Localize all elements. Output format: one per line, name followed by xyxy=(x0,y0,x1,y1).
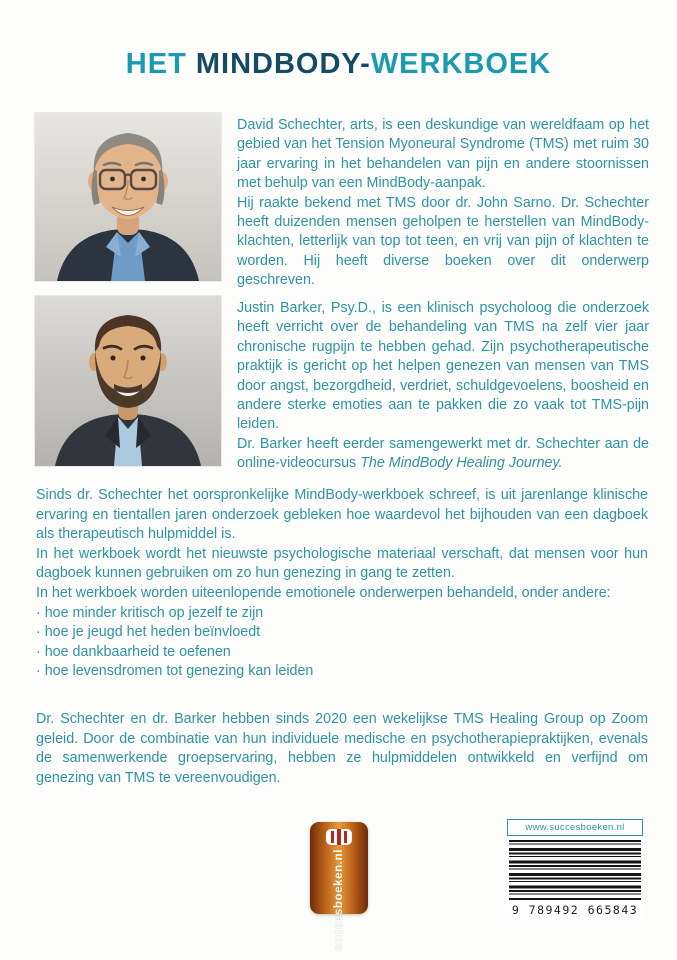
bio-text: Dr. Barker heeft eerder samengewerkt met dr. Schechter aan de online-videocursus xyxy=(237,435,649,472)
bio-paragraph: Hij raakte bekend met TMS door dr. John Sarno. Dr. Schechter heeft duizenden mensen geholpen te herstellen van MindBody-klachten, letterlijk van top tot teen, en vrij van pijn of klachten te worden. Hij heeft diverse boeken over dit onderwerp geschreven. xyxy=(237,194,649,289)
bullet-item: · hoe levensdromen tot genezing kan leiden xyxy=(36,663,314,680)
logo-bar-icon xyxy=(337,829,341,845)
bullet-item: · hoe je jeugd het heden beïnvloedt xyxy=(36,624,261,641)
publisher-logo-text: succesboeken.nl xyxy=(333,849,345,951)
bio-paragraph xyxy=(237,435,649,474)
bio-paragraph: Justin Barker, Psy.D., is een klinisch psycholoog die onderzoek heeft verricht over de behandeling van TMS na zelf vier jaar chronische rugpijn te hebben gehad. Zijn psychotherapeutische praktijk is gericht op het helpen genezen van mensen van TMS door angst, bezorgdheid, verdriet, schuldgevoelens, boosheid en andere sterke emoties aan te pakken die zo vaak tot TMS-pijn leiden. xyxy=(237,300,649,433)
isbn-number: 9 789492 665843 xyxy=(511,903,639,917)
ean-barcode-icon xyxy=(509,840,641,900)
closing-paragraph-block xyxy=(36,710,648,788)
bullet-item: · hoe minder kritisch op jezelf te zijn xyxy=(36,604,264,621)
logo-bar-icon xyxy=(344,831,348,843)
title-part-mindbody: MINDBODY- xyxy=(195,48,371,80)
author-photo-justin-barker xyxy=(35,296,221,466)
page-title xyxy=(0,48,677,81)
bullet-item: · hoe dankbaarheid te oefenen xyxy=(36,643,231,660)
publisher-website-label: www.succesboeken.nl xyxy=(507,819,643,836)
bio-paragraph: David Schechter, arts, is een deskundige van wereldfaam op het gebied van het Tension Myoneural Syndrome (TMS) met ruim 30 jaar ervaring in het behandelen van pijn en andere stoornissen met behulp van een MindBody-aanpak. xyxy=(237,117,649,192)
succesboeken-logo-icon xyxy=(326,829,352,845)
barcode-block xyxy=(505,817,645,919)
author-bio-justin-barker xyxy=(237,299,649,474)
succesboeken-logo xyxy=(310,822,368,951)
course-title: The MindBody Healing Journey. xyxy=(360,455,563,472)
author-bio-david-schechter xyxy=(237,116,649,291)
closing-paragraph: Dr. Schechter en dr. Barker hebben sinds 2020 een wekelijkse TMS Healing Group op Zoom geleid. Door de combinatie van hun individuele medische en psychotherapiepraktijken, evenals de samenwerkende groepservaring, hebben ze hulpmiddelen ontwikkeld en verfijnd om genezing van TMS te vereenvoudigen. xyxy=(36,711,648,786)
body-paragraph: Sinds dr. Schechter het oorspronkelijke MindBody-werkboek schreef, is uit jarenlange klinische ervaring en tientallen jaren onderzoek gebleken hoe waardevol het bijhouden van een dagboek als therapeutisch hulpmiddel is. xyxy=(36,487,648,543)
title-part-werkboek: WERKBOEK xyxy=(370,48,552,80)
portrait-illustration-schechter xyxy=(35,113,221,281)
portrait-illustration-barker xyxy=(35,296,221,466)
body-text-block xyxy=(36,486,648,682)
body-paragraph: In het werkboek wordt het nieuwste psychologische materiaal verschaft, dat mensen voor hun dagboek kunnen gebruiken om zo hun genezing in gang te zetten. xyxy=(36,545,648,582)
logo-bar-icon xyxy=(331,831,335,843)
title-part-het: HET xyxy=(125,48,196,80)
author-photo-david-schechter xyxy=(35,113,221,281)
body-paragraph: In het werkboek worden uiteenlopende emotionele onderwerpen behandeld, onder andere: xyxy=(36,584,611,601)
